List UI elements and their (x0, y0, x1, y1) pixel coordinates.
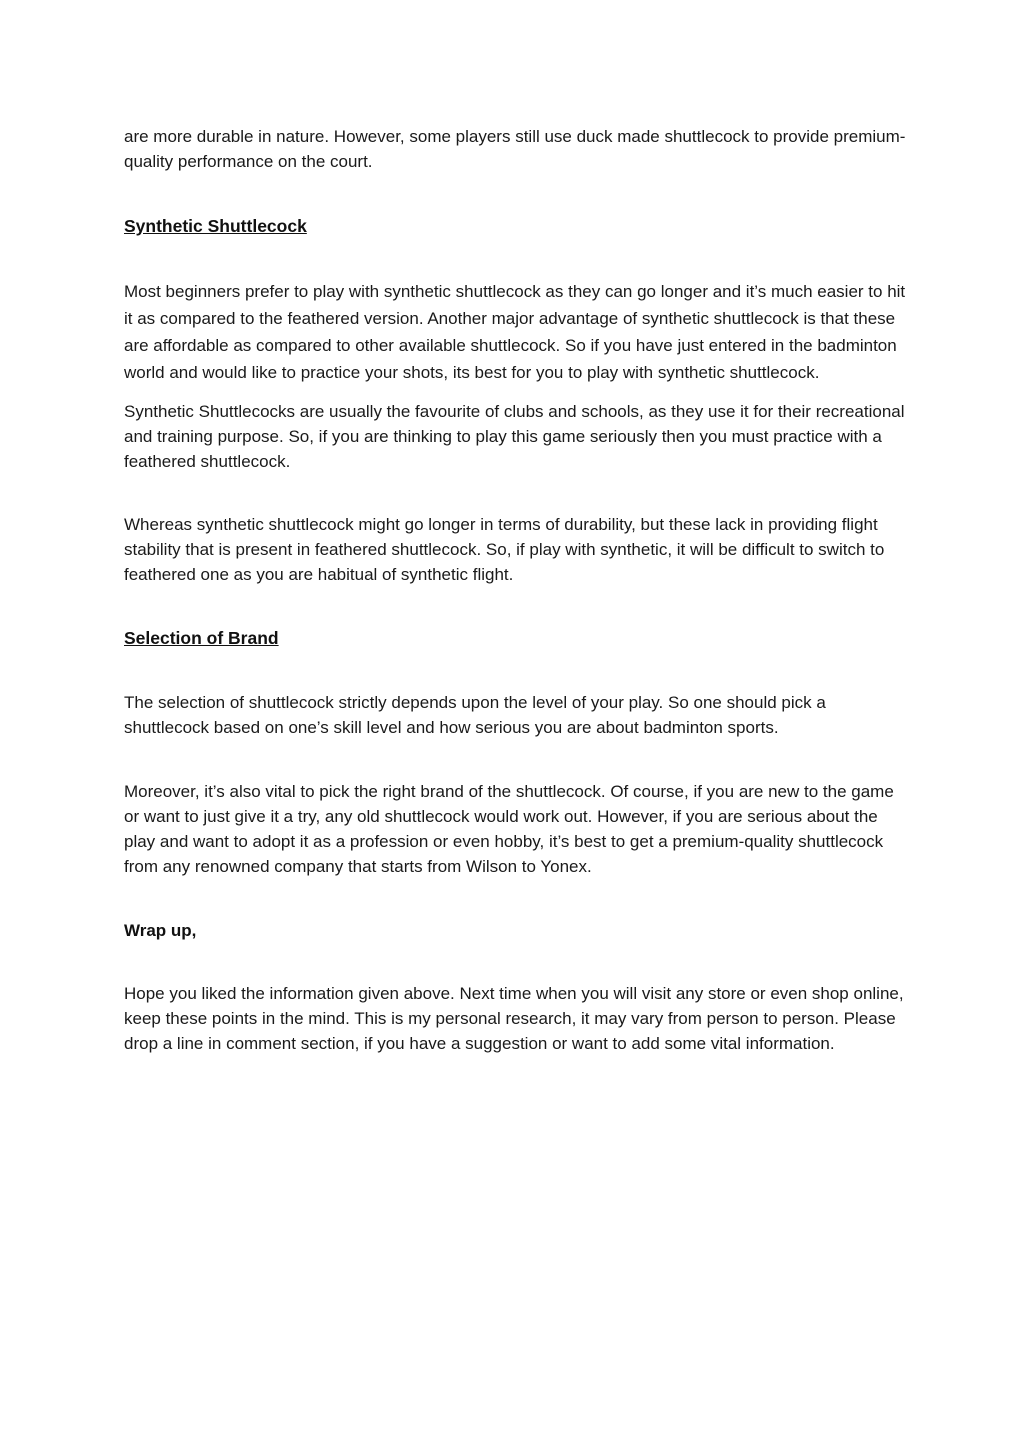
synthetic-paragraph-2: Synthetic Shuttlecocks are usually the favourite of clubs and schools, as they use it for their recreational and training purpose. So, if you are thinking to play this game seriously then you must practice with a feathered shuttlecock. (124, 402, 905, 471)
heading-synthetic-shuttlecock: Synthetic Shuttlecock (124, 216, 307, 236)
brand-paragraph-1: The selection of shuttlecock strictly depends upon the level of your play. So one should pick a shuttlecock based on one’s skill level and how serious you are about badminton sports. (124, 693, 826, 737)
intro-paragraph: are more durable in nature. However, some players still use duck made shuttlecock to provide premium- quality performance on the court. (124, 127, 906, 171)
heading-selection-of-brand: Selection of Brand (124, 628, 279, 648)
brand-paragraph-2: Moreover, it’s also vital to pick the right brand of the shuttlecock. Of course, if you are new to the game or want to just give it a try, any old shuttlecock would work out. However, if you are serious about the play and want to adopt it as a profession or even hobby, it’s best to get a premium-quality shuttlecock from any renowned company that starts from Wilson to Yonex. (124, 782, 894, 876)
heading-wrap-up: Wrap up, (124, 921, 197, 940)
synthetic-paragraph-1: Most beginners prefer to play with synthetic shuttlecock as they can go longer and it’s much easier to hit it as compared to the feathered version. Another major advantage of synthetic shuttlecock is that these are affordable as compared to other available shuttlecock. So if you have just entered in the badminton world and would like to practice your shots, its best for you to play with synthetic shuttlecock. (124, 282, 906, 382)
document-body (124, 124, 909, 1056)
synthetic-paragraph-3: Whereas synthetic shuttlecock might go longer in terms of durability, but these lack in providing flight stability that is present in feathered shuttlecock. So, if play with synthetic, it will be difficult to switch to feathered one as you are habitual of synthetic flight. (124, 515, 885, 584)
wrap-paragraph-1: Hope you liked the information given above. Next time when you will visit any store or even shop online, keep these points in the mind. This is my personal research, it may vary from person to person. Please drop a line in comment section, if you have a suggestion or want to add some vital information. (124, 984, 904, 1053)
